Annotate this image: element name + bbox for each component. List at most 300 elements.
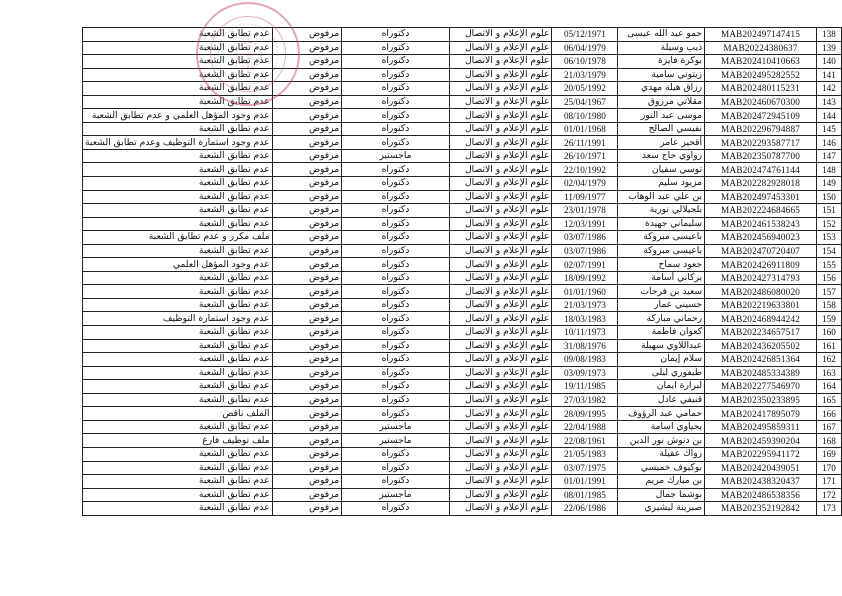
row-birth-date: 21/05/1983 [552, 447, 618, 461]
row-status: مرفوض [272, 28, 342, 42]
row-name: صبرينة ليشيري [618, 502, 705, 516]
row-birth-date: 31/08/1976 [552, 339, 618, 353]
row-code: MAB202420439051 [705, 461, 817, 475]
row-name: باعيسى مبروكة [618, 231, 705, 245]
row-note: عدم وجود المؤهل العلمي [83, 258, 273, 272]
row-name: مزيود سليم [618, 177, 705, 191]
row-birth-date: 21/03/1973 [552, 298, 618, 312]
row-name: حمو عبد الله عيسى [618, 28, 705, 42]
table-row [83, 380, 842, 394]
row-specialty: علوم الإعلام و الاتصال [449, 122, 552, 136]
row-name: يحياوي اسامة [618, 420, 705, 434]
row-status: مرفوض [272, 204, 342, 218]
row-level: دكتوراه [342, 177, 450, 191]
row-note: عدم تطابق الشعبة [83, 163, 273, 177]
row-specialty: علوم الإعلام و الاتصال [449, 420, 552, 434]
row-birth-date: 28/09/1995 [552, 407, 618, 421]
row-note: عدم تطابق الشعبة [83, 177, 273, 191]
table-row [83, 285, 842, 299]
row-birth-date: 08/01/1985 [552, 488, 618, 502]
row-note: عدم تطابق الشعبة [83, 55, 273, 69]
row-number: 152 [816, 217, 841, 231]
row-birth-date: 06/04/1979 [552, 41, 618, 55]
row-name: سلام إيمان [618, 353, 705, 367]
row-birth-date: 20/05/1992 [552, 82, 618, 96]
row-level: دكتوراه [342, 41, 450, 55]
row-code: MAB202461538243 [705, 217, 817, 231]
row-status: مرفوض [272, 231, 342, 245]
row-name: بلجيلالي نورية [618, 204, 705, 218]
row-number: 165 [816, 393, 841, 407]
row-name: بن علي عبد الوهاب [618, 190, 705, 204]
row-code: MAB202295941172 [705, 447, 817, 461]
row-note: عدم تطابق الشعبة [83, 217, 273, 231]
row-level: دكتوراه [342, 393, 450, 407]
row-status: مرفوض [272, 312, 342, 326]
row-specialty: علوم الإعلام و الاتصال [449, 366, 552, 380]
row-specialty: علوم الإعلام و الاتصال [449, 109, 552, 123]
row-number: 141 [816, 68, 841, 82]
row-status: مرفوض [272, 55, 342, 69]
row-status: مرفوض [272, 434, 342, 448]
row-code: MAB202480115231 [705, 82, 817, 96]
row-note: ملف توظيف فارغ [83, 434, 273, 448]
row-birth-date: 27/03/1982 [552, 393, 618, 407]
row-specialty: علوم الإعلام و الاتصال [449, 285, 552, 299]
row-status: مرفوض [272, 339, 342, 353]
row-status: مرفوض [272, 41, 342, 55]
row-level: دكتوراه [342, 244, 450, 258]
row-number: 148 [816, 163, 841, 177]
row-number: 143 [816, 95, 841, 109]
row-specialty: علوم الإعلام و الاتصال [449, 149, 552, 163]
row-birth-date: 26/10/1971 [552, 149, 618, 163]
table-row [83, 28, 842, 42]
row-level: دكتوراه [342, 122, 450, 136]
row-number: 168 [816, 434, 841, 448]
row-note: عدم تطابق الشعبة [83, 380, 273, 394]
table-row [83, 326, 842, 340]
row-status: مرفوض [272, 258, 342, 272]
row-status: مرفوض [272, 285, 342, 299]
row-name: بوكيوف خميسي [618, 461, 705, 475]
row-status: مرفوض [272, 461, 342, 475]
row-specialty: علوم الإعلام و الاتصال [449, 271, 552, 285]
row-name: أقحيز عامر [618, 136, 705, 150]
row-level: دكتوراه [342, 28, 450, 42]
table-row [83, 434, 842, 448]
row-birth-date: 03/09/1973 [552, 366, 618, 380]
table-row [83, 447, 842, 461]
row-birth-date: 25/04/1967 [552, 95, 618, 109]
row-code: MAB202427314793 [705, 271, 817, 285]
row-name: زواك عقيلة [618, 447, 705, 461]
row-status: مرفوض [272, 326, 342, 340]
row-level: دكتوراه [342, 353, 450, 367]
row-level: دكتوراه [342, 366, 450, 380]
row-name: عبداللاوي سهيلة [618, 339, 705, 353]
table-row [83, 488, 842, 502]
row-code: MAB20224380637 [705, 41, 817, 55]
row-name: ذيب وسيلة [618, 41, 705, 55]
row-note: عدم تطابق الشعبة [83, 326, 273, 340]
table-row [83, 339, 842, 353]
row-specialty: علوم الإعلام و الاتصال [449, 231, 552, 245]
row-note: عدم تطابق الشعبة [83, 190, 273, 204]
row-status: مرفوض [272, 136, 342, 150]
row-specialty: علوم الإعلام و الاتصال [449, 55, 552, 69]
row-name: طيفوري ليلى [618, 366, 705, 380]
row-level: دكتوراه [342, 55, 450, 69]
row-level: دكتوراه [342, 258, 450, 272]
row-specialty: علوم الإعلام و الاتصال [449, 461, 552, 475]
row-status: مرفوض [272, 475, 342, 489]
row-code: MAB202495859311 [705, 420, 817, 434]
row-number: 161 [816, 339, 841, 353]
row-name: حمامي عبد الرؤوف [618, 407, 705, 421]
row-number: 173 [816, 502, 841, 516]
row-code: MAB202456940023 [705, 231, 817, 245]
row-code: MAB202350787700 [705, 149, 817, 163]
row-level: دكتوراه [342, 190, 450, 204]
row-number: 170 [816, 461, 841, 475]
row-number: 163 [816, 366, 841, 380]
row-status: مرفوض [272, 366, 342, 380]
row-note: عدم وجود المؤهل العلمي و عدم تطابق الشعبة [83, 109, 273, 123]
row-level: دكتوراه [342, 231, 450, 245]
row-name: رزاق هيلة مهدي [618, 82, 705, 96]
row-note: عدم تطابق الشعبة [83, 447, 273, 461]
row-birth-date: 08/10/1980 [552, 109, 618, 123]
row-note: عدم تطابق الشعبة [83, 122, 273, 136]
row-status: مرفوض [272, 271, 342, 285]
row-status: مرفوض [272, 95, 342, 109]
row-name: زواوي حاج سعد [618, 149, 705, 163]
table-row [83, 312, 842, 326]
row-birth-date: 02/04/1979 [552, 177, 618, 191]
row-birth-date: 26/11/1991 [552, 136, 618, 150]
row-status: مرفوض [272, 244, 342, 258]
row-number: 164 [816, 380, 841, 394]
row-level: دكتوراه [342, 339, 450, 353]
row-birth-date: 09/08/1983 [552, 353, 618, 367]
row-code: MAB202352192842 [705, 502, 817, 516]
row-level: دكتوراه [342, 95, 450, 109]
row-status: مرفوض [272, 488, 342, 502]
table-row [83, 82, 842, 96]
row-specialty: علوم الإعلام و الاتصال [449, 393, 552, 407]
row-level: دكتوراه [342, 109, 450, 123]
table-row [83, 244, 842, 258]
row-name: زيتوني سامية [618, 68, 705, 82]
row-specialty: علوم الإعلام و الاتصال [449, 298, 552, 312]
table-row [83, 41, 842, 55]
row-note: عدم تطابق الشعبة [83, 366, 273, 380]
row-name: كعوان فاطمة [618, 326, 705, 340]
row-status: مرفوض [272, 217, 342, 231]
row-specialty: علوم الإعلام و الاتصال [449, 380, 552, 394]
row-level: دكتوراه [342, 502, 450, 516]
row-number: 156 [816, 271, 841, 285]
row-code: MAB202497453301 [705, 190, 817, 204]
row-code: MAB202459390204 [705, 434, 817, 448]
row-code: MAB202293587717 [705, 136, 817, 150]
table-row [83, 68, 842, 82]
row-birth-date: 11/09/1977 [552, 190, 618, 204]
row-note: عدم تطابق الشعبة [83, 41, 273, 55]
table-row [83, 122, 842, 136]
row-level: دكتوراه [342, 447, 450, 461]
row-name: حسيني عمار [618, 298, 705, 312]
row-birth-date: 18/03/1983 [552, 312, 618, 326]
row-specialty: علوم الإعلام و الاتصال [449, 339, 552, 353]
row-status: مرفوض [272, 407, 342, 421]
row-code: MAB202277546970 [705, 380, 817, 394]
row-note: عدم تطابق الشعبة [83, 488, 273, 502]
row-specialty: علوم الإعلام و الاتصال [449, 447, 552, 461]
row-number: 154 [816, 244, 841, 258]
table-row [83, 366, 842, 380]
row-number: 147 [816, 149, 841, 163]
row-status: مرفوض [272, 82, 342, 96]
row-code: MAB202468944242 [705, 312, 817, 326]
row-number: 153 [816, 231, 841, 245]
row-code: MAB202426851364 [705, 353, 817, 367]
row-note: عدم تطابق الشعبة [83, 149, 273, 163]
row-code: MAB202495282552 [705, 68, 817, 82]
row-number: 138 [816, 28, 841, 42]
row-level: دكتوراه [342, 271, 450, 285]
row-note: عدم تطابق الشعبة [83, 475, 273, 489]
row-number: 151 [816, 204, 841, 218]
row-number: 167 [816, 420, 841, 434]
row-level: دكتوراه [342, 326, 450, 340]
row-note: عدم تطابق الشعبة [83, 420, 273, 434]
row-specialty: علوم الإعلام و الاتصال [449, 190, 552, 204]
row-specialty: علوم الإعلام و الاتصال [449, 68, 552, 82]
row-birth-date: 22/06/1986 [552, 502, 618, 516]
row-specialty: علوم الإعلام و الاتصال [449, 244, 552, 258]
table-row [83, 109, 842, 123]
results-table [82, 27, 842, 516]
row-level: دكتوراه [342, 163, 450, 177]
row-name: توسي سفيان [618, 163, 705, 177]
table-row [83, 136, 842, 150]
row-name: قنيفي عادل [618, 393, 705, 407]
row-number: 171 [816, 475, 841, 489]
row-level: دكتوراه [342, 312, 450, 326]
row-code: MAB202296794887 [705, 122, 817, 136]
row-level: دكتوراه [342, 298, 450, 312]
row-specialty: علوم الإعلام و الاتصال [449, 177, 552, 191]
row-name: بوكرة فايزة [618, 55, 705, 69]
row-note: عدم تطابق الشعبة [83, 298, 273, 312]
row-status: مرفوض [272, 68, 342, 82]
table-row [83, 502, 842, 516]
row-name: باعيسى مبروكة [618, 244, 705, 258]
row-number: 160 [816, 326, 841, 340]
row-status: مرفوض [272, 502, 342, 516]
row-number: 139 [816, 41, 841, 55]
row-level: دكتوراه [342, 204, 450, 218]
table-row [83, 298, 842, 312]
row-code: MAB202486538356 [705, 488, 817, 502]
row-level: دكتوراه [342, 68, 450, 82]
row-specialty: علوم الإعلام و الاتصال [449, 502, 552, 516]
row-note: عدم تطابق الشعبة [83, 502, 273, 516]
row-code: MAB202486080020 [705, 285, 817, 299]
row-specialty: علوم الإعلام و الاتصال [449, 217, 552, 231]
row-birth-date: 03/07/1975 [552, 461, 618, 475]
table-row [83, 475, 842, 489]
row-specialty: علوم الإعلام و الاتصال [449, 475, 552, 489]
row-number: 144 [816, 109, 841, 123]
row-birth-date: 12/03/1991 [552, 217, 618, 231]
row-number: 157 [816, 285, 841, 299]
row-birth-date: 22/10/1992 [552, 163, 618, 177]
row-level: دكتوراه [342, 475, 450, 489]
row-birth-date: 22/04/1988 [552, 420, 618, 434]
row-note: عدم تطابق الشعبة [83, 271, 273, 285]
row-birth-date: 03/07/1986 [552, 244, 618, 258]
row-name: مقلاتي مرزوق [618, 95, 705, 109]
row-number: 145 [816, 122, 841, 136]
row-note: عدم وجود استمارة التوظيف [83, 312, 273, 326]
table-row [83, 393, 842, 407]
row-name: بن دنوش نور الدين [618, 434, 705, 448]
row-note: عدم تطابق الشعبة [83, 353, 273, 367]
row-code: MAB202224684665 [705, 204, 817, 218]
row-code: MAB202282928018 [705, 177, 817, 191]
row-status: مرفوض [272, 420, 342, 434]
table-row [83, 271, 842, 285]
row-specialty: علوم الإعلام و الاتصال [449, 204, 552, 218]
row-status: مرفوض [272, 149, 342, 163]
table-row [83, 55, 842, 69]
row-note: عدم تطابق الشعبة [83, 204, 273, 218]
row-specialty: علوم الإعلام و الاتصال [449, 82, 552, 96]
row-level: دكتوراه [342, 407, 450, 421]
row-code: MAB202460670300 [705, 95, 817, 109]
row-number: 149 [816, 177, 841, 191]
row-code: MAB202219633801 [705, 298, 817, 312]
row-note: عدم تطابق الشعبة [83, 393, 273, 407]
row-level: دكتوراه [342, 380, 450, 394]
row-name: جعود سماح [618, 258, 705, 272]
row-level: دكتوراه [342, 217, 450, 231]
table-row [83, 353, 842, 367]
row-name: نفيسي الصالح [618, 122, 705, 136]
row-code: MAB202472945109 [705, 109, 817, 123]
row-status: مرفوض [272, 163, 342, 177]
row-code: MAB202417895079 [705, 407, 817, 421]
row-birth-date: 01/01/1968 [552, 122, 618, 136]
row-specialty: علوم الإعلام و الاتصال [449, 28, 552, 42]
results-table-body [83, 28, 842, 516]
row-name: بن مبارك مريم [618, 475, 705, 489]
row-birth-date: 01/01/1960 [552, 285, 618, 299]
table-row [83, 177, 842, 191]
row-birth-date: 02/07/1991 [552, 258, 618, 272]
row-note: عدم تطابق الشعبة [83, 339, 273, 353]
row-birth-date: 10/11/1973 [552, 326, 618, 340]
table-row [83, 204, 842, 218]
row-note: عدم وجود استمارة التوظيف وعدم تطابق الشعبة [83, 136, 273, 150]
row-status: مرفوض [272, 109, 342, 123]
row-code: MAB202426911809 [705, 258, 817, 272]
row-note: عدم تطابق الشعبة [83, 82, 273, 96]
table-row [83, 190, 842, 204]
row-code: MAB202350233895 [705, 393, 817, 407]
row-number: 155 [816, 258, 841, 272]
table-row [83, 420, 842, 434]
row-level: ماجستير [342, 434, 450, 448]
row-birth-date: 18/09/1992 [552, 271, 618, 285]
row-level: ماجستير [342, 420, 450, 434]
row-status: مرفوض [272, 393, 342, 407]
row-code: MAB202410410663 [705, 55, 817, 69]
row-code: MAB202485334389 [705, 366, 817, 380]
row-status: مرفوض [272, 177, 342, 191]
row-name: موسى عبد النور [618, 109, 705, 123]
row-birth-date: 21/03/1979 [552, 68, 618, 82]
row-level: دكتوراه [342, 285, 450, 299]
row-specialty: علوم الإعلام و الاتصال [449, 136, 552, 150]
row-name: رحماني مباركة [618, 312, 705, 326]
row-name: بوشما جمال [618, 488, 705, 502]
row-name: بركاني أسامة [618, 271, 705, 285]
row-specialty: علوم الإعلام و الاتصال [449, 258, 552, 272]
row-name: لبرارة ايمان [618, 380, 705, 394]
row-specialty: علوم الإعلام و الاتصال [449, 488, 552, 502]
row-level: دكتوراه [342, 461, 450, 475]
row-birth-date: 06/10/1978 [552, 55, 618, 69]
row-specialty: علوم الإعلام و الاتصال [449, 407, 552, 421]
row-number: 162 [816, 353, 841, 367]
row-specialty: علوم الإعلام و الاتصال [449, 353, 552, 367]
row-code: MAB202470720407 [705, 244, 817, 258]
row-note: عدم تطابق الشعبة [83, 461, 273, 475]
row-birth-date: 23/01/1978 [552, 204, 618, 218]
row-number: 142 [816, 82, 841, 96]
row-birth-date: 03/07/1986 [552, 231, 618, 245]
row-status: مرفوض [272, 190, 342, 204]
row-status: مرفوض [272, 380, 342, 394]
row-specialty: علوم الإعلام و الاتصال [449, 41, 552, 55]
row-number: 159 [816, 312, 841, 326]
row-level: ماجستير [342, 488, 450, 502]
row-name: سعيد بن فرحات [618, 285, 705, 299]
table-row [83, 149, 842, 163]
row-number: 158 [816, 298, 841, 312]
row-code: MAB202436205502 [705, 339, 817, 353]
table-row [83, 163, 842, 177]
row-status: مرفوض [272, 353, 342, 367]
row-level: دكتوراه [342, 82, 450, 96]
table-row [83, 231, 842, 245]
table-row [83, 95, 842, 109]
row-specialty: علوم الإعلام و الاتصال [449, 312, 552, 326]
row-number: 146 [816, 136, 841, 150]
row-note: عدم تطابق الشعبة [83, 244, 273, 258]
row-birth-date: 22/08/1961 [552, 434, 618, 448]
row-note: الملف ناقص [83, 407, 273, 421]
row-specialty: علوم الإعلام و الاتصال [449, 163, 552, 177]
row-specialty: علوم الإعلام و الاتصال [449, 95, 552, 109]
row-status: مرفوض [272, 447, 342, 461]
row-level: ماجستير [342, 149, 450, 163]
table-row [83, 217, 842, 231]
